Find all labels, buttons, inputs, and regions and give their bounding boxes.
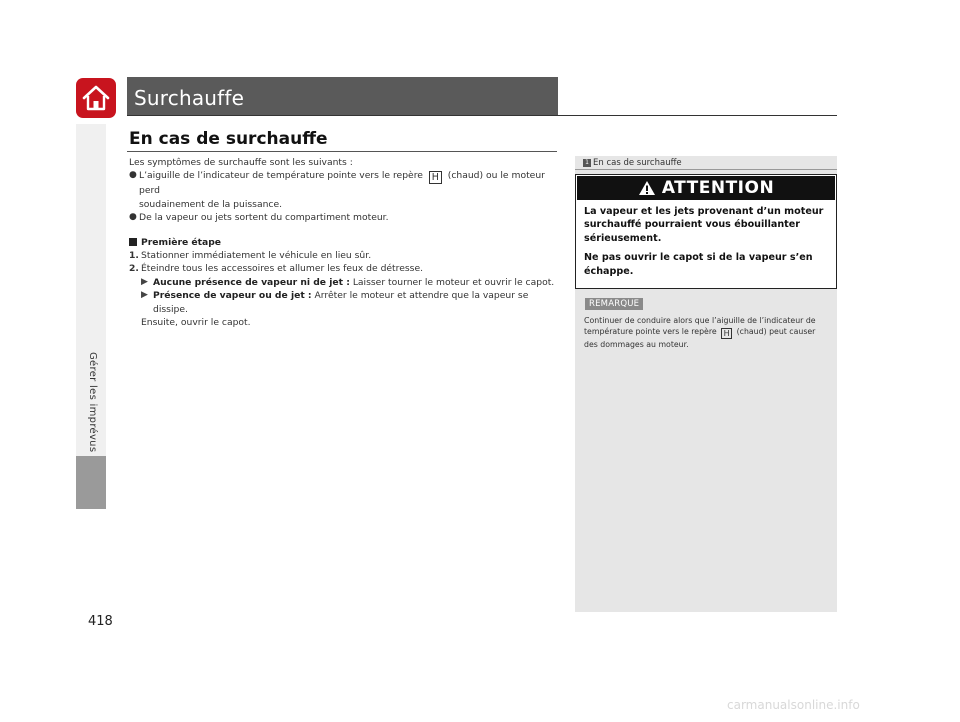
chapter-tab[interactable] — [76, 456, 106, 509]
step-number: 2. — [129, 263, 139, 275]
sub-step — [129, 289, 559, 316]
step-text: Éteindre tous les accessoires et allumer les feux de détresse. — [141, 263, 424, 275]
panel-reference-text: En cas de surchauffe — [593, 158, 682, 168]
square-bullet-icon — [129, 238, 137, 246]
note-badge: REMARQUE — [585, 298, 643, 310]
attention-header — [577, 176, 835, 200]
list-item — [129, 211, 559, 224]
sub-step-text: Arrêter le moteur et attendre que la vapeur se dissipe. — [153, 290, 529, 315]
header-divider — [127, 115, 837, 116]
step-item — [129, 262, 559, 275]
attention-text — [584, 205, 829, 278]
attention-title: ATTENTION — [661, 178, 775, 198]
step-number: 1. — [129, 250, 139, 262]
warning-paragraph: Ne pas ouvrir le capot si de la vapeur s’en échappe. — [584, 252, 813, 277]
bullet-text: L’aiguille de l’indicateur de température pointe vers le repère — [139, 170, 423, 182]
section-divider — [127, 151, 557, 152]
sub-step — [129, 276, 559, 289]
page-title: Surchauffe — [134, 86, 245, 110]
step-item — [129, 249, 559, 262]
intro-text: Les symptômes de surchauffe sont les suivants : — [129, 157, 353, 168]
note-text-part: (chaud) peut causer des dommages au moteur. — [584, 327, 816, 350]
panel-reference — [583, 158, 682, 168]
house-icon — [81, 84, 111, 112]
note-text — [584, 315, 830, 350]
sub-step-continuation: Ensuite, ouvrir le capot. — [141, 317, 251, 329]
list-item — [129, 169, 559, 197]
home-icon[interactable] — [76, 78, 116, 118]
section-body — [129, 156, 559, 329]
panel-divider — [575, 169, 837, 170]
arrow-right-icon: ▶ — [141, 290, 148, 301]
chapter-label: Gérer les imprévus — [87, 352, 98, 453]
subheading-text: Première étape — [141, 236, 222, 248]
bullet-continuation: soudainement de la puissance. — [139, 198, 283, 210]
watermark: carmanualsonline.info — [727, 698, 860, 712]
reference-icon: 1 — [583, 159, 591, 167]
bullet-text: (chaud) ou le moteur perd — [139, 170, 545, 197]
bullet-text: De la vapeur ou jets sortent du compartiment moteur. — [139, 212, 389, 224]
bullet-icon: ● — [129, 170, 137, 181]
h-symbol-icon: H — [429, 171, 442, 184]
note-text-part: Continuer de conduire alors que l’aiguille de l’indicateur de température pointe vers le repère — [584, 316, 816, 337]
step-text: Stationner immédiatement le véhicule en lieu sûr. — [141, 250, 372, 262]
section-title: En cas de surchauffe — [129, 129, 328, 149]
warning-icon — [638, 180, 656, 196]
page-number: 418 — [88, 614, 113, 629]
condition-label: Aucune présence de vapeur ni de jet : — [153, 276, 350, 288]
subheading — [129, 236, 559, 249]
arrow-right-icon: ▶ — [141, 276, 148, 287]
bullet-icon: ● — [129, 212, 137, 223]
h-symbol-icon: H — [721, 328, 732, 339]
condition-label: Présence de vapeur ou de jet : — [153, 290, 312, 302]
warning-paragraph: La vapeur et les jets provenant d’un moteur surchauffé pourraient vous ébouillanter sérieusement. — [584, 206, 824, 244]
sub-step-text: Laisser tourner le moteur et ouvrir le capot. — [352, 276, 555, 288]
